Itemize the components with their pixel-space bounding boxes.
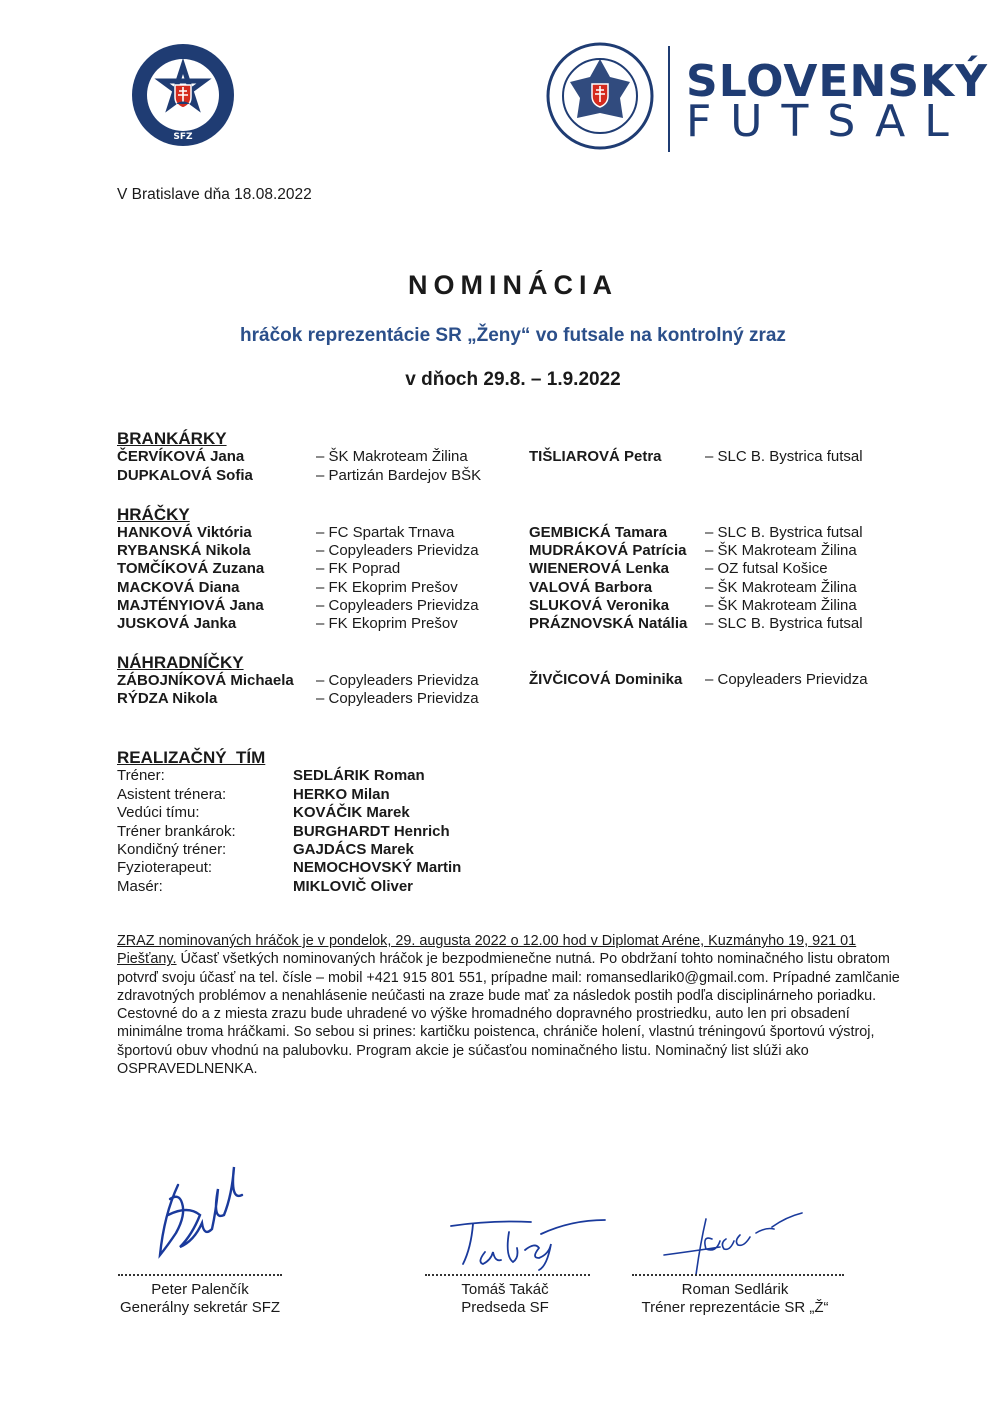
signature-palencik (150, 1165, 250, 1275)
substitute-name: RÝDZA Nikola (117, 690, 218, 707)
player-club: – Copyleaders Prievidza (316, 597, 479, 614)
player-name: TOMČÍKOVÁ Zuzana (117, 560, 265, 577)
player-name: RYBANSKÁ Nikola (117, 542, 251, 559)
goalkeeper-club: – Partizán Bardejov BŠK (316, 467, 482, 484)
staff-role: Kondičný tréner: (117, 841, 227, 858)
substitute-club: – Copyleaders Prievidza (705, 671, 868, 688)
staff-name: GAJDÁCS Marek (293, 841, 414, 858)
sf-logo (546, 42, 654, 150)
player-club: – SLC B. Bystrica futsal (705, 615, 863, 632)
player-name: GEMBICKÁ Tamara (529, 524, 668, 541)
signature-line (118, 1274, 282, 1276)
staff-role: Masér: (117, 878, 163, 895)
staff-role: Fyzioterapeut: (117, 859, 213, 876)
signatory-name: Tomáš Takáč (461, 1281, 549, 1298)
signature-sedlarik (660, 1205, 810, 1285)
signature-line (632, 1274, 844, 1276)
goalkeeper-name: ČERVÍKOVÁ Jana (117, 448, 245, 465)
sfz-logo (130, 40, 236, 150)
player-name: MUDRÁKOVÁ Patrícia (529, 542, 687, 559)
signatory-title: Tréner reprezentácie SR „Ž“ (641, 1299, 829, 1316)
substitute-name: ZÁBOJNÍKOVÁ Michaela (117, 672, 294, 689)
player-club: – FK Ekoprim Prešov (316, 579, 458, 596)
player-club: – Copyleaders Prievidza (316, 542, 479, 559)
brand-divider (668, 46, 670, 152)
staff-name: HERKO Milan (293, 786, 390, 803)
player-club: – ŠK Makroteam Žilina (705, 597, 857, 614)
player-name: MAJTÉNYIOVÁ Jana (117, 597, 264, 614)
player-club: – FC Spartak Trnava (316, 524, 455, 541)
info-paragraph (117, 932, 917, 1078)
player-name: HANKOVÁ Viktória (117, 524, 252, 541)
meeting-info: ZRAZ nominovaných hráčok je v pondelok, 29. augusta 2022 o 12.00 hod v Diplomat Aréne, Kuzmányho 19, 921 01 Piešťany. (117, 933, 857, 968)
player-name: PRÁZNOVSKÁ Natália (529, 615, 688, 632)
staff-name: MIKLOVIČ Oliver (293, 878, 414, 895)
event-dates: v dňoch 29.8. – 1.9.2022 (405, 369, 621, 390)
goalkeeper-name: DUPKALOVÁ Sofia (117, 467, 253, 484)
substitute-club: – Copyleaders Prievidza (316, 672, 479, 689)
substitute-club: – Copyleaders Prievidza (316, 690, 479, 707)
player-name: SLUKOVÁ Veronika (529, 597, 670, 614)
signature-line (425, 1274, 590, 1276)
staff-role: Tréner brankárok: (117, 823, 236, 840)
document-subtitle: hráčok reprezentácie SR „Ženy“ vo futsale na kontrolný zraz (240, 325, 786, 346)
player-name: WIENEROVÁ Lenka (529, 560, 670, 577)
staff-role: Asistent trénera: (117, 786, 227, 803)
info-body: Účasť všetkých nominovaných hráčok je bezpodmienečne nutná. Po obdržaní tohto nominačného listu obratom potvrď svoju účasť na tel. čísle – mobil +421 915 801 551, prípadne mail: romansedlarik0@gmail.com. Prípadné zamlčanie zdravotných problémov a nenahlásenie neúčasti na zraze bude mať za následok postih podľa disciplinárneho poriadku. Cestovné do a z miesta zrazu bude uhradené vo výške hromadného dopravného prostriedku, auto len pri obsadení minimálne troma hráčkami. So sebou si prines: kartičku poistenca, chrániče holení, vlastnú tréningovú športovú výstroj, športovú obuv vhodnú na palubovku. Program akcie je súčasťou nominačného listu. Nominačný list slúži ako OSPRAVEDLNENKA. (117, 951, 900, 1078)
goalkeeper-name: TIŠLIAROVÁ Petra (529, 448, 662, 465)
player-name: VALOVÁ Barbora (529, 579, 653, 596)
signatory-name: Peter Palenčík (151, 1281, 249, 1298)
player-club: – FK Poprad (316, 560, 401, 577)
player-club: – OZ futsal Košice (705, 560, 828, 577)
player-club: – FK Ekoprim Prešov (316, 615, 458, 632)
players-heading: HRÁČKY (117, 505, 190, 524)
staff-heading: REALIZAČNÝ TÍM (117, 748, 266, 767)
goalkeeper-club: – ŠK Makroteam Žilina (316, 448, 468, 465)
brand-line-1: SLOVENSKÝ (686, 56, 988, 107)
player-club: – ŠK Makroteam Žilina (705, 579, 857, 596)
brand-line-2: FUTSAL (686, 96, 968, 147)
sfz-logo-abbr: SFZ (173, 132, 193, 142)
goalkeepers-heading: BRANKÁRKY (117, 429, 227, 448)
player-name: JUSKOVÁ Janka (117, 615, 237, 632)
player-club: – ŠK Makroteam Žilina (705, 542, 857, 559)
substitutes-heading: NÁHRADNÍČKY (117, 653, 244, 672)
staff-name: NEMOCHOVSKÝ Martin (293, 859, 462, 876)
signatory-title: Generálny sekretár SFZ (119, 1299, 281, 1316)
document-title: NOMINÁCIA (408, 270, 618, 300)
staff-name: BURGHARDT Henrich (293, 823, 450, 840)
staff-name: KOVÁČIK Marek (293, 804, 410, 821)
player-club: – SLC B. Bystrica futsal (705, 524, 863, 541)
signatory-name: Roman Sedlárik (681, 1281, 789, 1298)
date-line: V Bratislave dňa 18.08.2022 (117, 186, 312, 203)
staff-role: Vedúci tímu: (117, 804, 200, 821)
signatory-title: Predseda SF (461, 1299, 549, 1316)
substitute-name: ŽIVČICOVÁ Dominika (529, 671, 683, 688)
player-name: MACKOVÁ Diana (117, 579, 240, 596)
staff-role: Tréner: (117, 767, 165, 784)
goalkeeper-club: – SLC B. Bystrica futsal (705, 448, 863, 465)
staff-name: SEDLÁRIK Roman (293, 767, 425, 784)
